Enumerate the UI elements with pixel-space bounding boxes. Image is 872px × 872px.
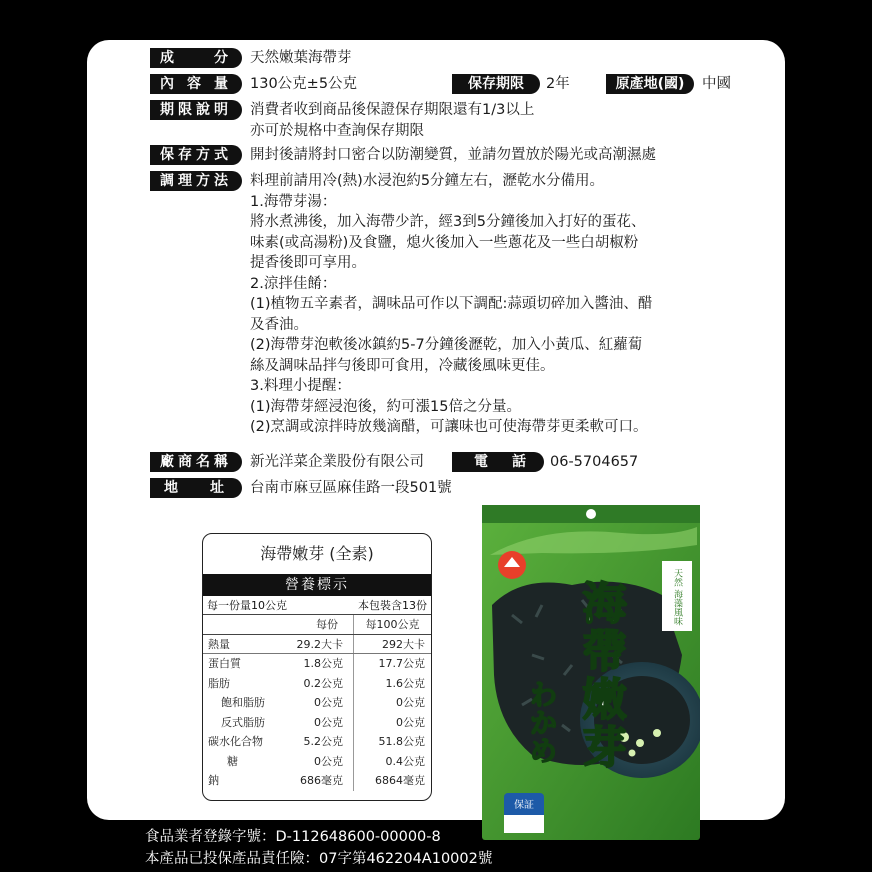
cooking-label-pill (150, 171, 242, 191)
nutrient-name: 糖 (227, 754, 238, 768)
expiry-note-text (250, 100, 534, 141)
manufacturer-label: 廠商名稱 (160, 454, 228, 470)
cooking-label: 調理方法 (160, 173, 228, 189)
nutrient-per-100g: 51.8公克 (353, 732, 431, 752)
nutrition-col-header (203, 615, 431, 635)
scallion (653, 729, 661, 737)
expiry-note-line: 亦可於規格中查詢保存期限 (250, 122, 424, 139)
scallion (636, 739, 644, 747)
nutrient-per-serving: 0公克 (314, 696, 343, 709)
ingredients-label: 成分 (160, 50, 228, 66)
origin-row (606, 74, 731, 94)
phone-label: 電話 (474, 454, 526, 470)
package-tag: 天然 海藻風味 (672, 568, 682, 626)
nutrient-name: 蛋白質 (208, 657, 241, 670)
nutrient-name: 反式脂肪 (221, 715, 265, 729)
nutrition-row (203, 654, 431, 674)
package-kana: わかめ (525, 680, 559, 764)
nutrient-name: 脂肪 (208, 676, 230, 690)
net-weight-value: 130公克±5公克 (250, 76, 358, 92)
cooking-line: 2.涼拌佳餚： (250, 275, 337, 292)
col-per-100g: 每100公克 (353, 615, 431, 634)
shelf-life-label-pill (452, 74, 540, 94)
nutrition-row (203, 674, 431, 694)
shelf-life-label: 保存期限 (468, 76, 524, 92)
product-package-image (482, 505, 700, 840)
cooking-line: 味素(或高湯粉)及食鹽，熄火後加入一些蔥花及一些白胡椒粉 (250, 234, 639, 251)
nutrition-table (202, 533, 432, 801)
nutrient-per-100g: 6864毫克 (353, 771, 431, 791)
nutrient-name: 熱量 (208, 637, 230, 651)
cooking-row (150, 171, 242, 191)
manufacturer-value: 新光洋菜企業股份有限公司 (250, 454, 424, 470)
nutrient-per-serving: 686毫克 (300, 774, 343, 787)
nutrient-name: 飽和脂肪 (221, 696, 265, 709)
nutrient-per-serving: 0.2公克 (303, 676, 343, 690)
scallion (629, 750, 636, 757)
expiry-note-label-pill (150, 100, 242, 120)
expiry-note-row (150, 100, 242, 120)
nutrient-per-100g: 0公克 (353, 713, 431, 733)
nutrition-row (203, 693, 431, 713)
hang-hole (586, 509, 596, 519)
nutrient-per-100g: 1.6公克 (353, 674, 431, 694)
net-weight-row (150, 74, 357, 94)
expiry-note-line: 消費者收到商品後保證保存期限還有1/3以上 (250, 102, 535, 118)
cooking-line: 1.海帶芽湯： (250, 193, 337, 210)
cooking-line: (1)海帶芽經浸泡後，約可漲15倍之分量。 (250, 398, 521, 415)
nutrition-row (203, 635, 431, 655)
insurance-number: 本產品已投保產品責任險：07字第462204A10002號 (145, 851, 493, 867)
address-value: 台南市麻豆區麻佳路一段501號 (250, 480, 452, 496)
quality-badge-panel (504, 815, 544, 833)
nutrient-name: 碳水化合物 (208, 735, 263, 748)
storage-label: 保存方式 (160, 147, 228, 163)
nutrition-row (203, 752, 431, 772)
nutrition-row (203, 713, 431, 733)
nutrient-per-100g: 292大卡 (353, 635, 431, 654)
origin-label-pill (606, 74, 694, 94)
storage-label-pill (150, 145, 242, 165)
nutrition-serving-row (203, 596, 431, 615)
phone-value: 06-5704657 (550, 454, 639, 470)
nutrition-title: 海帶嫩芽 (全素) (260, 544, 374, 563)
cooking-line: 提香後即可享用。 (250, 255, 366, 271)
origin-value: 中國 (702, 76, 731, 92)
net-weight-label: 內容量 (160, 76, 228, 92)
cooking-line: 絲及調味品拌勻後即可食用，冷藏後風味更佳。 (250, 357, 555, 374)
storage-row (150, 145, 656, 165)
serving-size: 每一份量10公克 (207, 599, 287, 612)
nutrient-name: 鈉 (208, 774, 219, 787)
ingredients-value: 天然嫩葉海帶芽 (250, 50, 352, 66)
nutrition-row (203, 732, 431, 752)
net-weight-label-pill (150, 74, 242, 94)
quality-badge-text: 保証 (514, 800, 534, 811)
address-row (150, 478, 452, 498)
servings-per-pack: 本包裝含13份 (358, 599, 427, 612)
phone-label-pill (452, 452, 544, 472)
nutrient-per-100g: 0.4公克 (353, 752, 431, 772)
storage-value: 開封後請將封口密合以防潮變質，並請勿置放於陽光或高潮濕處 (250, 147, 656, 163)
manufacturer-label-pill (150, 452, 242, 472)
expiry-note-label: 期限說明 (160, 102, 228, 118)
nutrient-per-serving: 0公克 (314, 754, 343, 768)
manufacturer-row (150, 452, 424, 472)
address-label: 地址 (164, 480, 224, 496)
nutrient-per-serving: 29.2大卡 (296, 637, 343, 651)
cooking-text (250, 171, 652, 438)
nutrition-row (203, 771, 431, 791)
cooking-line: 3.料理小提醒： (250, 378, 351, 394)
ingredients-row (150, 48, 352, 68)
nutrient-per-serving: 0公克 (314, 715, 343, 729)
address-label-pill (150, 478, 242, 498)
registration-number: 食品業者登錄字號：D-112648600-00000-8 (145, 829, 441, 845)
cooking-line: 將水煮沸後，加入海帶少許，經3到5分鐘後加入打好的蛋花、 (250, 214, 646, 230)
cooking-line: 料理前請用冷(熱)水浸泡約5分鐘左右，瀝乾水分備用。 (250, 173, 605, 189)
nutrient-per-serving: 1.8公克 (303, 657, 343, 670)
cooking-line: (2)烹調或涼拌時放幾滴醋，可讓味也可使海帶芽更柔軟可口。 (250, 419, 648, 435)
phone-row (452, 452, 638, 472)
package-name: 海帶嫩芽 (574, 580, 626, 772)
nutrient-per-100g: 17.7公克 (353, 654, 431, 674)
cooking-line: 及香油。 (250, 316, 308, 333)
nutrition-heading: 營養標示 (203, 574, 431, 596)
nutrient-per-serving: 5.2公克 (303, 735, 343, 748)
cooking-line: (1)植物五辛素者，調味品可作以下調配:蒜頭切碎加入醬油、醋 (250, 296, 653, 312)
nutrient-per-100g: 0公克 (353, 693, 431, 713)
shelf-life-row (452, 74, 570, 94)
ingredients-label-pill (150, 48, 242, 68)
origin-label: 原產地(國) (615, 76, 685, 92)
cooking-line: (2)海帶芽泡軟後冰鎮約5-7分鐘後瀝乾，加入小黃瓜、紅蘿蔔 (250, 337, 643, 353)
col-per-serving: 每份 (316, 618, 338, 631)
shelf-life-value: 2年 (546, 76, 570, 92)
col-name-blank (203, 615, 281, 634)
